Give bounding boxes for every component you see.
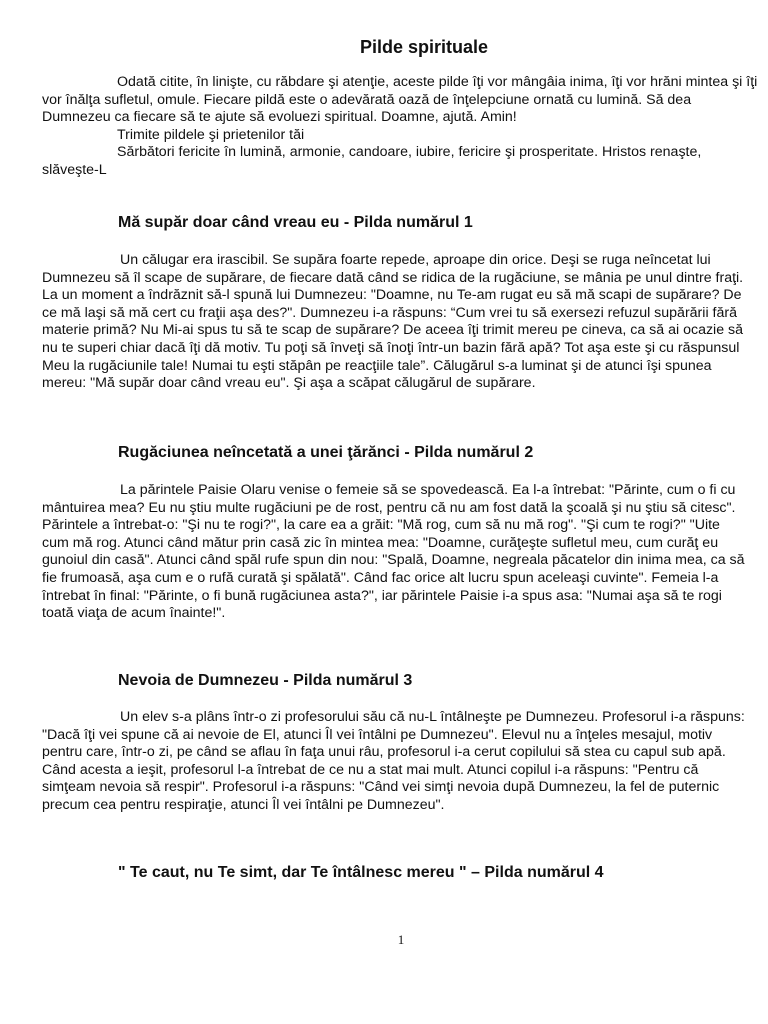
section-body-2: La părintele Paisie Olaru venise o femeie să se spovedească. Ea l-a întrebat: "Părinte, cum o fi cu mântuirea mea? Eu nu ştiu multe rugăciuni pe de rost, pentru că nu am fost dată la şcoală şi nu ştiu să citesc". Părintele a întrebat-o: "Şi nu te rogi?", la care ea a grăit: "Mă rog, cum să nu mă rog". "Şi cum te rogi?" "Uite cum mă rog. Atunci când mătur prin casă zic în mintea mea: "Doamne, curăţeşte sufletul meu, cum curăţ eu gunoiul din casă". Atunci când spăl rufe spun din nou: "Spală, Doamne, negreala păcatelor din inima mea, ca să fie frumoasă, aşa cum e o rufă curată şi spălată". Când fac orice alt lucru spun aceleaşi cuvinte". Femeia l-a întrebat în final: "Părinte, o fi bună rugăciunea asta?", iar părintele Paisie i-a spus asa: "Numai aşa să te rogi toată viaţa de acum înainte!".	[42, 482, 745, 622]
section-heading-4: " Te caut, nu Te simt, dar Te întâlnesc mereu " – Pilda numărul 4	[118, 864, 604, 881]
section-body-3: Un elev s-a plâns într-o zi profesorului său că nu-L întâlneşte pe Dumnezeu. Profesorul i-a răspuns: "Dacă îţi vei spune că ai nevoie de El, atunci Îl vei întâlni pe Dumnezeu". Elevul nu a înţeles mesajul, motiv pentru care, într-o zi, pe când se aflau în faţa unui râu, profesorul i-a cerut copilului să stea cu capul sub apă. Când acesta a ieşit, profesorul l-a întrebat de ce nu a stat mai mult. Atunci copilul i-a răspuns: "Pentru că simţeam nevoia să respir". Profesorul i-a răspuns: "Când vei simţi nevoia după Dumnezeu, la fel de puternic precum cea pentru respiraţie, atunci Îl vei întâlni pe Dumnezeu".	[42, 709, 745, 813]
intro-block	[42, 74, 762, 180]
section-heading-1: Mă supăr doar când vreau eu - Pilda numărul 1	[118, 214, 473, 231]
page-title: Pilde spirituale	[359, 37, 489, 57]
intro-greeting: Sărbători fericite în lumină, armonie, candoare, iubire, fericire şi prosperitate. Hristos renaşte, slăveşte-L	[42, 144, 702, 178]
intro-paragraph: Odată citite, în linişte, cu răbdare şi atenţie, aceste pilde îţi vor mângâia inima, îţi vor hrăni mintea şi îţi vor înălţa sufletul, omule. Fiecare pildă este o adevărată oază de înţelepciune ornată cu lumină. Să dea Dumnezeu ca fiecare să te ajute să evoluezi spiritual. Doamne, ajută. Amin!	[42, 74, 758, 126]
page-number: 1	[397, 932, 405, 947]
section-body-1: Un călugar era irascibil. Se supăra foarte repede, aproape din orice. Deşi se ruga neîncetat lui Dumnezeu să îl scape de supărare, de fiecare dată când se ridica de la rugăciune, se mânia pe unul dintre fraţi. La un moment a îndrăznit să-l spună lui Dumnezeu: "Doamne, nu Te-am rugat eu să mă scapi de supărare? De ce mă laşi să mă cert cu fraţii aşa des?". Dumnezeu i-a răspuns: “Cum vrei tu să exersezi refuzul supărării fără materie primă? Nu Mi-ai spus tu să te scap de supărare? De aceea îţi trimit mereu pe cineva, ca să ai ocazie să nu te superi chiar dacă îţi dă motiv. Tu poţi să înveţi să înoţi într-un bazin fără apă? Tot aşa este şi cu răspunsul Meu la rugăciunile tale! Numai tu eşti stăpân pe reacţiile tale”. Călugărul s-a luminat şi de atunci îşi spunea mereu: "Mă supăr doar când vreau eu". Şi aşa a scăpat călugărul de supărare.	[42, 252, 744, 392]
section-heading-3: Nevoia de Dumnezeu - Pilda numărul 3	[118, 672, 413, 689]
section-heading-2: Rugăciunea neîncetată a unei ţărănci - Pilda numărul 2	[118, 444, 534, 461]
intro-share-line: Trimite pildele şi prietenilor tăi	[117, 126, 305, 143]
